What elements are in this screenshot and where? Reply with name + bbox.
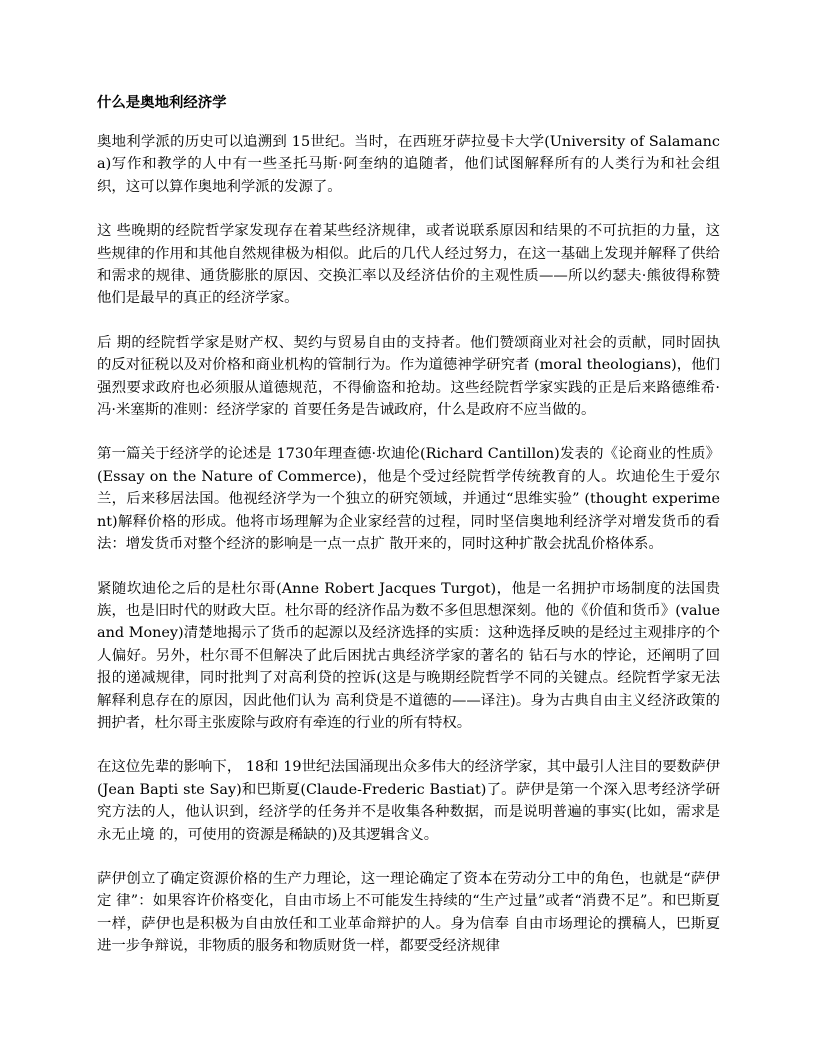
paragraph-7: 萨伊创立了确定资源价格的生产力理论，这一理论确定了资本在劳动分工中的角色，也就是“萨伊定 律”：如果容许价格变化，自由市场上不可能发生持续的“生产过量”或者“消费不足”。和巴斯夏一样，萨伊也是积极为自由放任和工业革命辩护的人。身为信奉 自由市场理论的撰稿人，巴斯夏进一步争辩说，非物质的服务和物质财货一样，都要受经济规律 — [97, 870, 720, 955]
document-title: 什么是奥地利经济学 — [97, 95, 227, 111]
paragraph-6: 在这位先辈的影响下， 18和 19世纪法国涌现出众多伟大的经济学家，其中最引人注目的要数萨伊(Jean Bapti ste Say)和巴斯夏(Claude-Frederic Bastiat)了。萨伊是第一个深入思考经济学研究方法的人，他认识到，经济学的任务并不是收集各种数据，而是说明普遍的事实(比如，需求是永无止境 的，可使用的资源是稀缺的)及其逻辑含义。 — [97, 759, 720, 843]
paragraph-1: 奥地利学派的历史可以追溯到 15世纪。当时，在西班牙萨拉曼卡大学(University of Salamanca)写作和教学的人中有一些圣托马斯·阿奎纳的追随者，他们试图解释所有的人类行为和社会组织，这可以算作奥地利学派的发源了。 — [97, 134, 720, 195]
document-body — [97, 92, 720, 980]
paragraph-4: 第一篇关于经济学的论述是 1730年理查德·坎迪伦(Richard Cantillon)发表的《论商业的性质》(Essay on the Nature of Commerce)，他是个受过经院哲学传统教育的人。坎迪伦生于爱尔兰，后来移居法国。他视经济学为一个独立的研究领域，并通过“思维实验” (thought experiment)解释价格的形成。他将市场理解为企业家经营的过程，同时坚信奥地利经济学对增发货币的看法：增发货币对整个经济的影响是一点一点扩 散开来的，同时这种扩散会扰乱价格体系。 — [97, 446, 720, 553]
paragraph-3: 后 期的经院哲学家是财产权、契约与贸易自由的支持者。他们赞颂商业对社会的贡献，同时固执的反对征税以及对价格和商业机构的管制行为。作为道德神学研究者 (moral theologians)，他们强烈要求政府也必须服从道德规范，不得偷盗和抢劫。这些经院哲学家实践的正是后来路德维希·冯·米塞斯的准则：经济学家的 首要任务是告诫政府，什么是政府不应当做的。 — [97, 334, 720, 419]
paragraph-2: 这 些晚期的经院哲学家发现存在着某些经济规律，或者说联系原因和结果的不可抗拒的力量，这些规律的作用和其他自然规律极为相似。此后的几代人经过努力，在这一基础上发现并解释了供给和需求的规律、通货膨胀的原因、交换汇率以及经济估价的主观性质——所以约瑟夫·熊彼得称赞他们是最早的真正的经济学家。 — [97, 223, 720, 307]
paragraph-5: 紧随坎迪伦之后的是杜尔哥(Anne Robert Jacques Turgot)，他是一名拥护市场制度的法国贵族，也是旧时代的财政大臣。杜尔哥的经济作品为数不多但思想深刻。他的《价值和货币》(value and Money)清楚地揭示了货币的起源以及经济选择的实质：这种选择反映的是经过主观排序的个人偏好。另外，杜尔哥不但解决了此后困扰古典经济学家的著名的 钻石与水的悖论，还阐明了回报的递减规律，同时批判了对高利贷的控诉(这是与晚期经院哲学不同的关键点。经院哲学家无法解释利息存在的原因，因此他们认为 高利贷是不道德的——译注)。身为古典自由主义经济政策的拥护者，杜尔哥主张废除与政府有牵连的行业的所有特权。 — [97, 580, 720, 731]
